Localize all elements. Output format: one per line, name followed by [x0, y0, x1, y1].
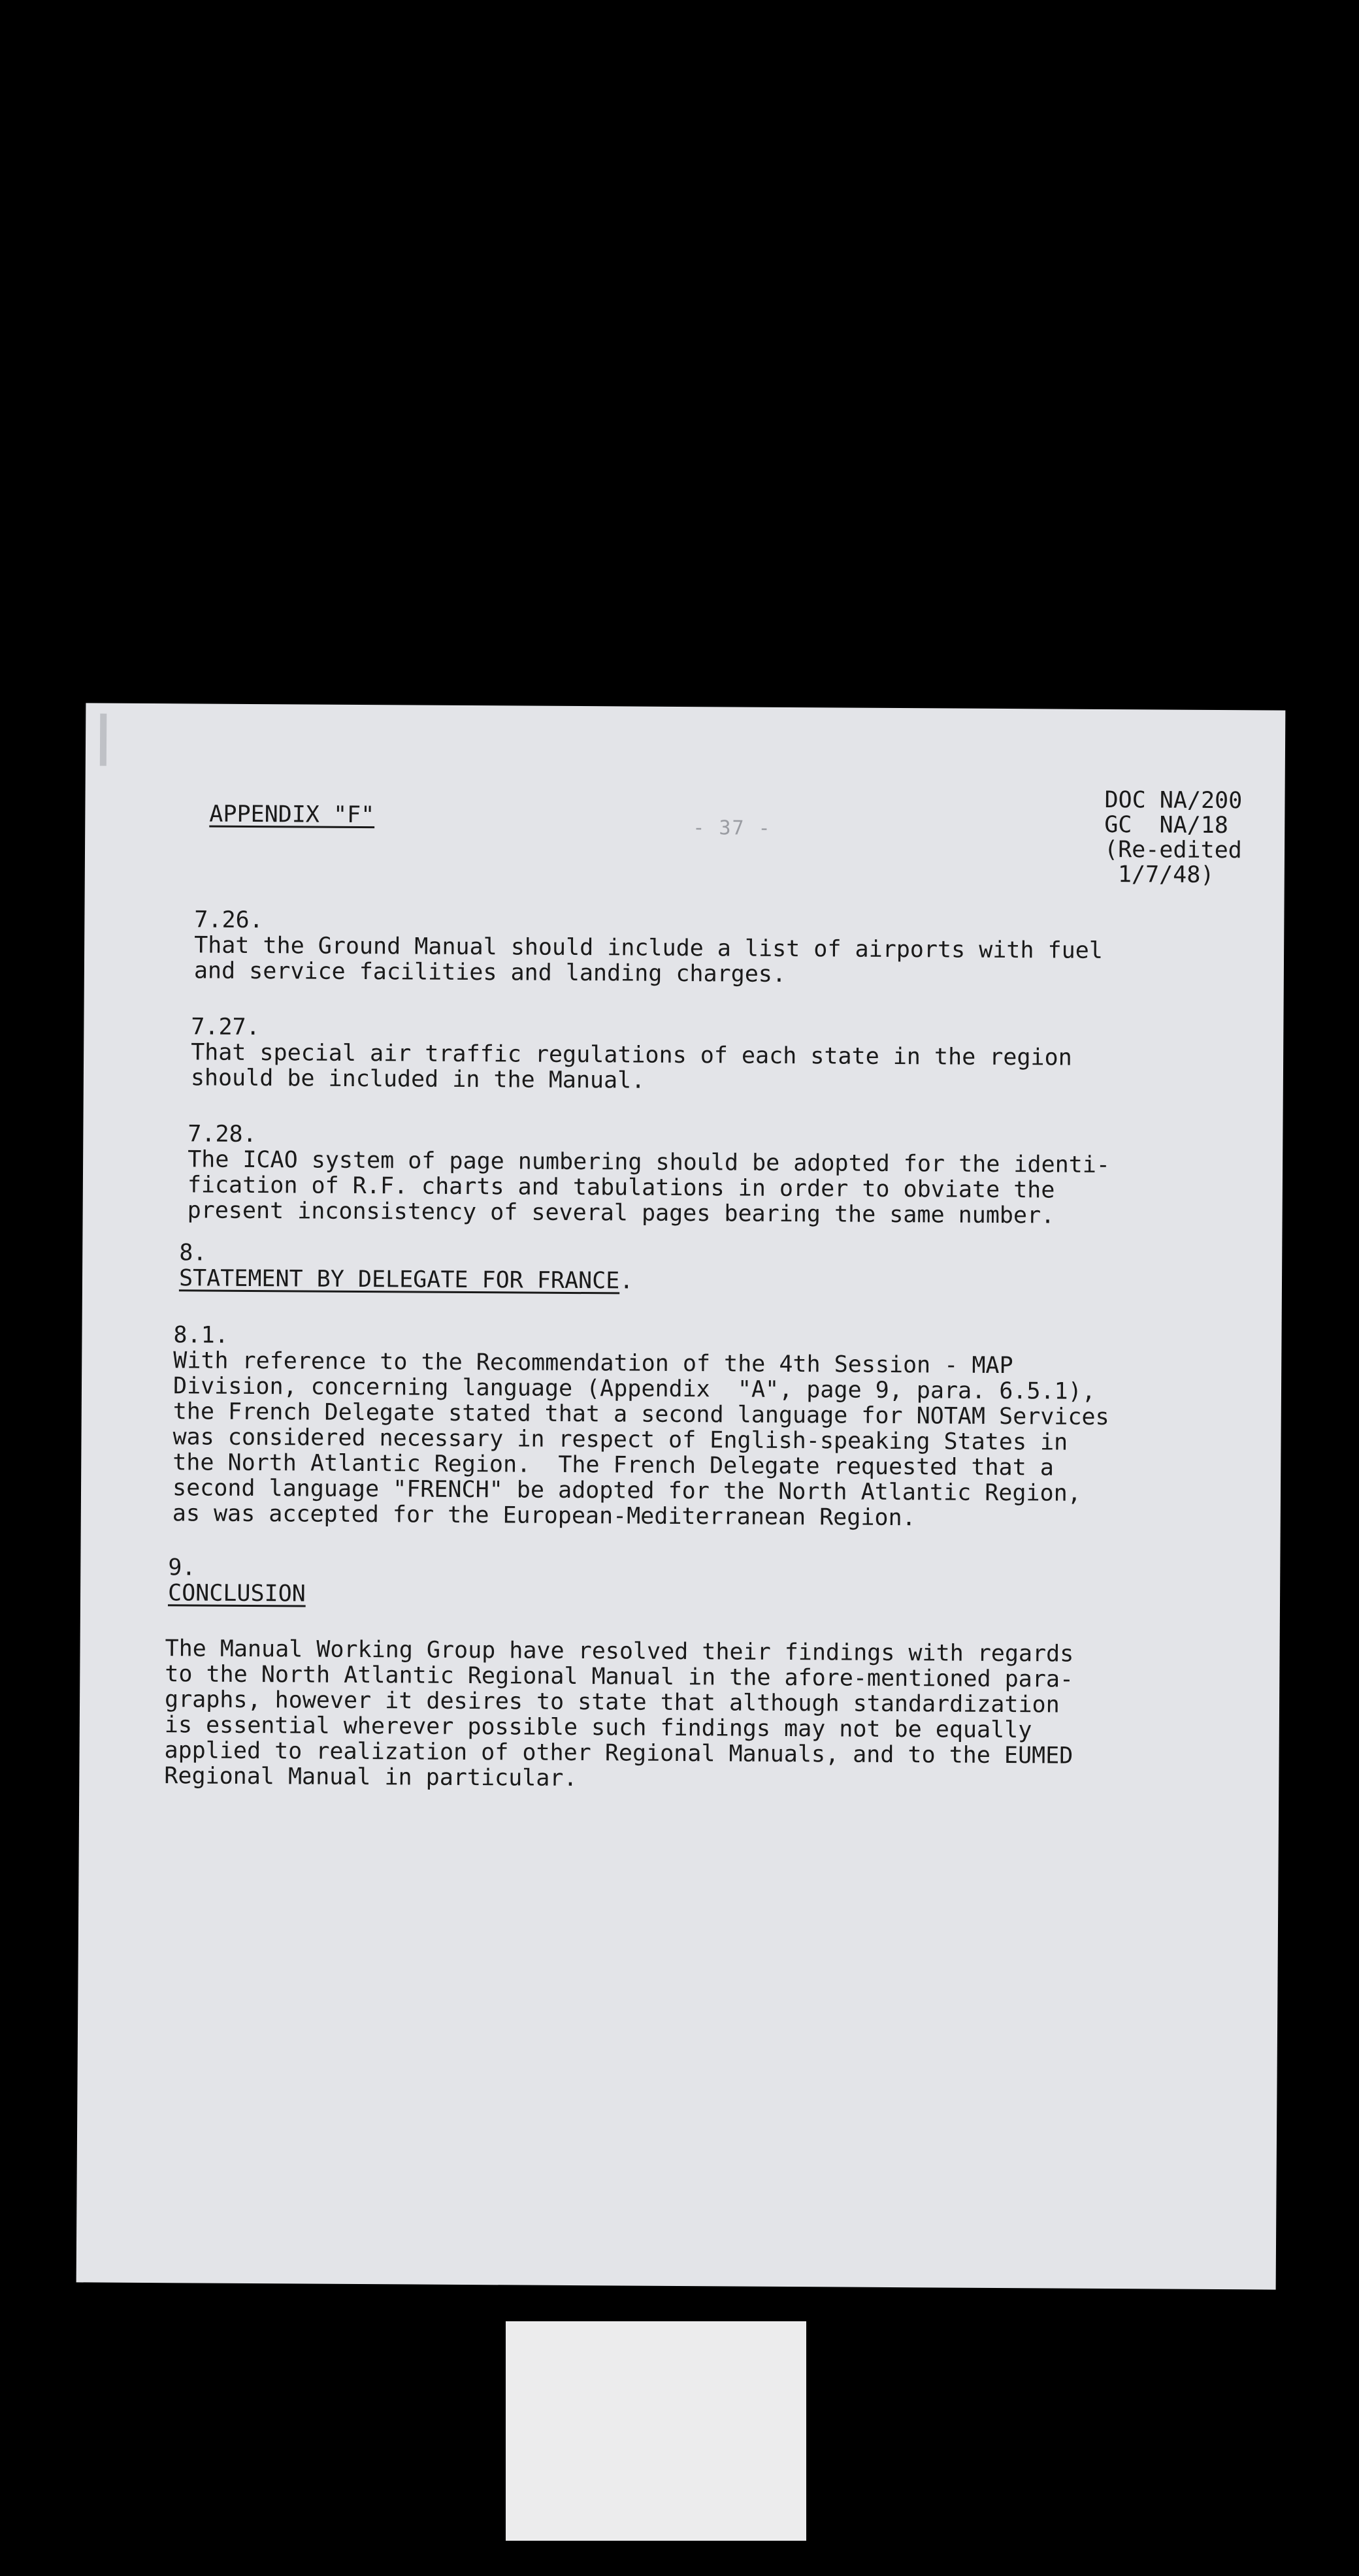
paragraph-line: The ICAO system of page numbering should be adopted for the identi- [188, 1146, 1111, 1179]
section-7-26 [194, 907, 1227, 990]
section-number: 7.27. [191, 1014, 260, 1041]
page-number: - 37 - [693, 816, 772, 840]
paragraph-line: That special air traffic regulations of each state in the region [191, 1039, 1072, 1071]
paragraph-line: the North Atlantic Region. The French Delegate requested that a [172, 1449, 1054, 1481]
blank-target-card [506, 2321, 806, 2541]
paragraph-line: as was accepted for the European-Mediterranean Region. [172, 1500, 916, 1532]
paragraph-line: present inconsistency of several pages bearing the same number. [187, 1197, 1055, 1229]
appendix-heading: APPENDIX "F" [209, 801, 375, 829]
section-title: CONCLUSION [167, 1580, 306, 1607]
section-7-27 [191, 1014, 1224, 1097]
paragraph-line: to the North Atlantic Regional Manual in the afore-mentioned para- [165, 1661, 1074, 1693]
doc-ref-line: DOC NA/200 [1104, 786, 1243, 814]
section-8 [179, 1240, 1211, 1298]
paragraph-line: That the Ground Manual should include a list of airports with fuel [194, 932, 1103, 964]
section-number: 9. [168, 1554, 196, 1581]
paragraph-line: the French Delegate stated that a second language for NOTAM Services [172, 1398, 1109, 1431]
paragraph-line: and service facilities and landing charges. [193, 958, 787, 988]
paragraph-line: fication of R.F. charts and tabulations in order to obviate the [187, 1172, 1055, 1204]
paragraph-line: is essential wherever possible such findings may not be equally [164, 1712, 1032, 1744]
paragraph-line: With reference to the Recommendation of the 4th Session - MAP [173, 1347, 1013, 1379]
section-number: 7.28. [188, 1121, 257, 1148]
conclusion-paragraph [164, 1636, 1197, 1795]
section-7-28 [188, 1121, 1220, 1230]
doc-ref-line: 1/7/48) [1104, 861, 1215, 888]
paragraph-line: applied to realization of other Regional Manuals, and to the EUMED [164, 1737, 1073, 1769]
section-number: 8.1. [173, 1322, 229, 1349]
section-9 [168, 1555, 1200, 1613]
section-number: 7.26. [194, 907, 263, 934]
page-edge-mark [100, 714, 106, 766]
section-title: STATEMENT BY DELEGATE FOR FRANCE [178, 1265, 620, 1295]
section-number: 8. [179, 1240, 207, 1266]
paragraph-line: Division, concerning language (Appendix "A", page 9, para. 6.5.1), [172, 1373, 1096, 1405]
paragraph-line: graphs, however it desires to state that although standardization [164, 1686, 1060, 1718]
paragraph-line: was considered necessary in respect of English-speaking States in [172, 1424, 1068, 1456]
paragraph-line: The Manual Working Group have resolved their findings with regards [165, 1635, 1074, 1667]
section-title-suffix: . [619, 1268, 634, 1295]
section-8-1 [172, 1323, 1206, 1533]
doc-ref-line: (Re-edited [1104, 836, 1242, 864]
doc-ref-line: GC NA/18 [1104, 811, 1229, 839]
paragraph-line: second language "FRENCH" be adopted for the North Atlantic Region, [172, 1475, 1081, 1507]
document-page [76, 703, 1286, 2289]
document-reference [1104, 788, 1243, 888]
paragraph-line: should be included in the Manual. [190, 1065, 646, 1094]
paragraph-line: Regional Manual in particular. [164, 1763, 578, 1792]
